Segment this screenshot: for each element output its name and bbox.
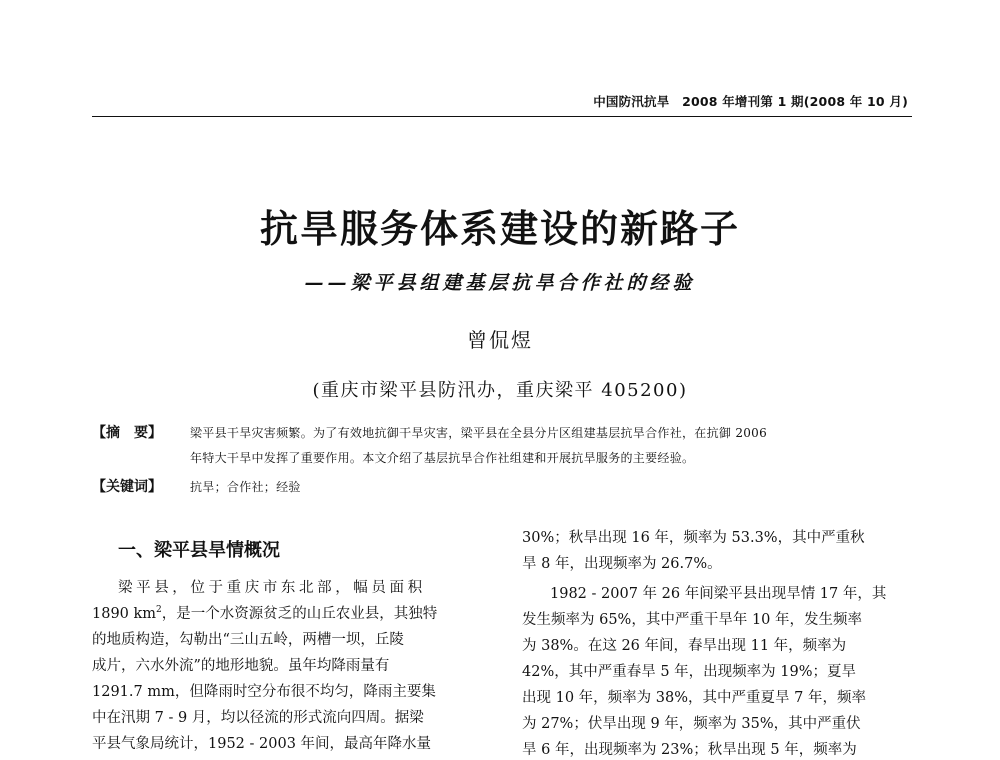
body-text-fragment: ，是一个水资源贫乏的山丘农业县，其独特 [161,606,438,622]
body-text-line: 42%，其中严重春旱 5 年，出现频率为 19%；夏旱 [522,664,857,680]
header-rule [92,116,912,117]
abstract-label: 【摘 要】 [92,425,162,441]
body-text-line: 平县气象局统计，1952 - 2003 年间，最高年降水量 [92,736,432,752]
body-text-line: 梁平县，位于重庆市东北部，幅员面积 [118,580,426,596]
body-text-line: 发生频率为 65%，其中严重干旱年 10 年，发生频率 [522,612,863,628]
section-heading: 一、梁平县旱情概况 [118,540,280,561]
body-text-line: 为 38%。在这 26 年间，春旱出现 11 年，频率为 [522,638,847,654]
body-text-line: 1982 - 2007 年 26 年间梁平县出现旱情 17 年，其 [550,586,887,602]
body-text-line: 1291.7 mm，但降雨时空分布很不均匀，降雨主要集 [92,684,436,700]
abstract-text-line: 年特大干旱中发挥了重要作用。本文介绍了基层抗旱合作社组建和开展抗旱服务的主要经验。 [190,451,695,465]
body-text-line: 出现 10 年，频率为 38%，其中严重夏旱 7 年，频率 [522,690,866,706]
body-text-line: 旱 8 年，出现频率为 26.7%。 [522,556,722,572]
author-affiliation: (重庆市梁平县防汛办，重庆梁平 405200) [312,380,688,401]
body-text-line: 旱 6 年，出现频率为 23%；秋旱出现 5 年，频率为 [522,742,857,758]
body-text-line: 的地质构造，勾勒出“三山五岭，两槽一坝，丘陵 [92,632,404,648]
abstract-text-line: 梁平县干旱灾害频繁。为了有效地抗御干旱灾害，梁平县在全县分片区组建基层抗旱合作社，在抗御 2006 [190,426,768,440]
body-text-line [92,602,437,623]
area-value: 1890 km [92,606,157,622]
body-text-line: 为 27%；伏旱出现 9 年，频率为 35%，其中严重伏 [522,716,861,732]
article-subtitle: ——梁平县组建基层抗旱合作社的经验 [304,272,696,294]
area-superscript: 2 [156,605,162,616]
body-text-line: 中在汛期 7 - 9 月，均以径流的形式流向四周。据梁 [92,710,424,726]
author-name: 曾侃煜 [467,328,533,352]
keywords-label: 【关键词】 [92,479,162,495]
body-text-line: 30%；秋旱出现 16 年，频率为 53.3%，其中严重秋 [522,530,865,546]
article-title: 抗旱服务体系建设的新路子 [259,206,740,251]
keywords-text: 抗旱；合作社；经验 [190,480,301,494]
body-text-line: 成片，六水外流”的地形地貌。虽年均降雨量有 [92,658,390,674]
journal-header: 中国防汛抗旱 2008 年增刊第 1 期(2008 年 10 月) [593,94,908,109]
